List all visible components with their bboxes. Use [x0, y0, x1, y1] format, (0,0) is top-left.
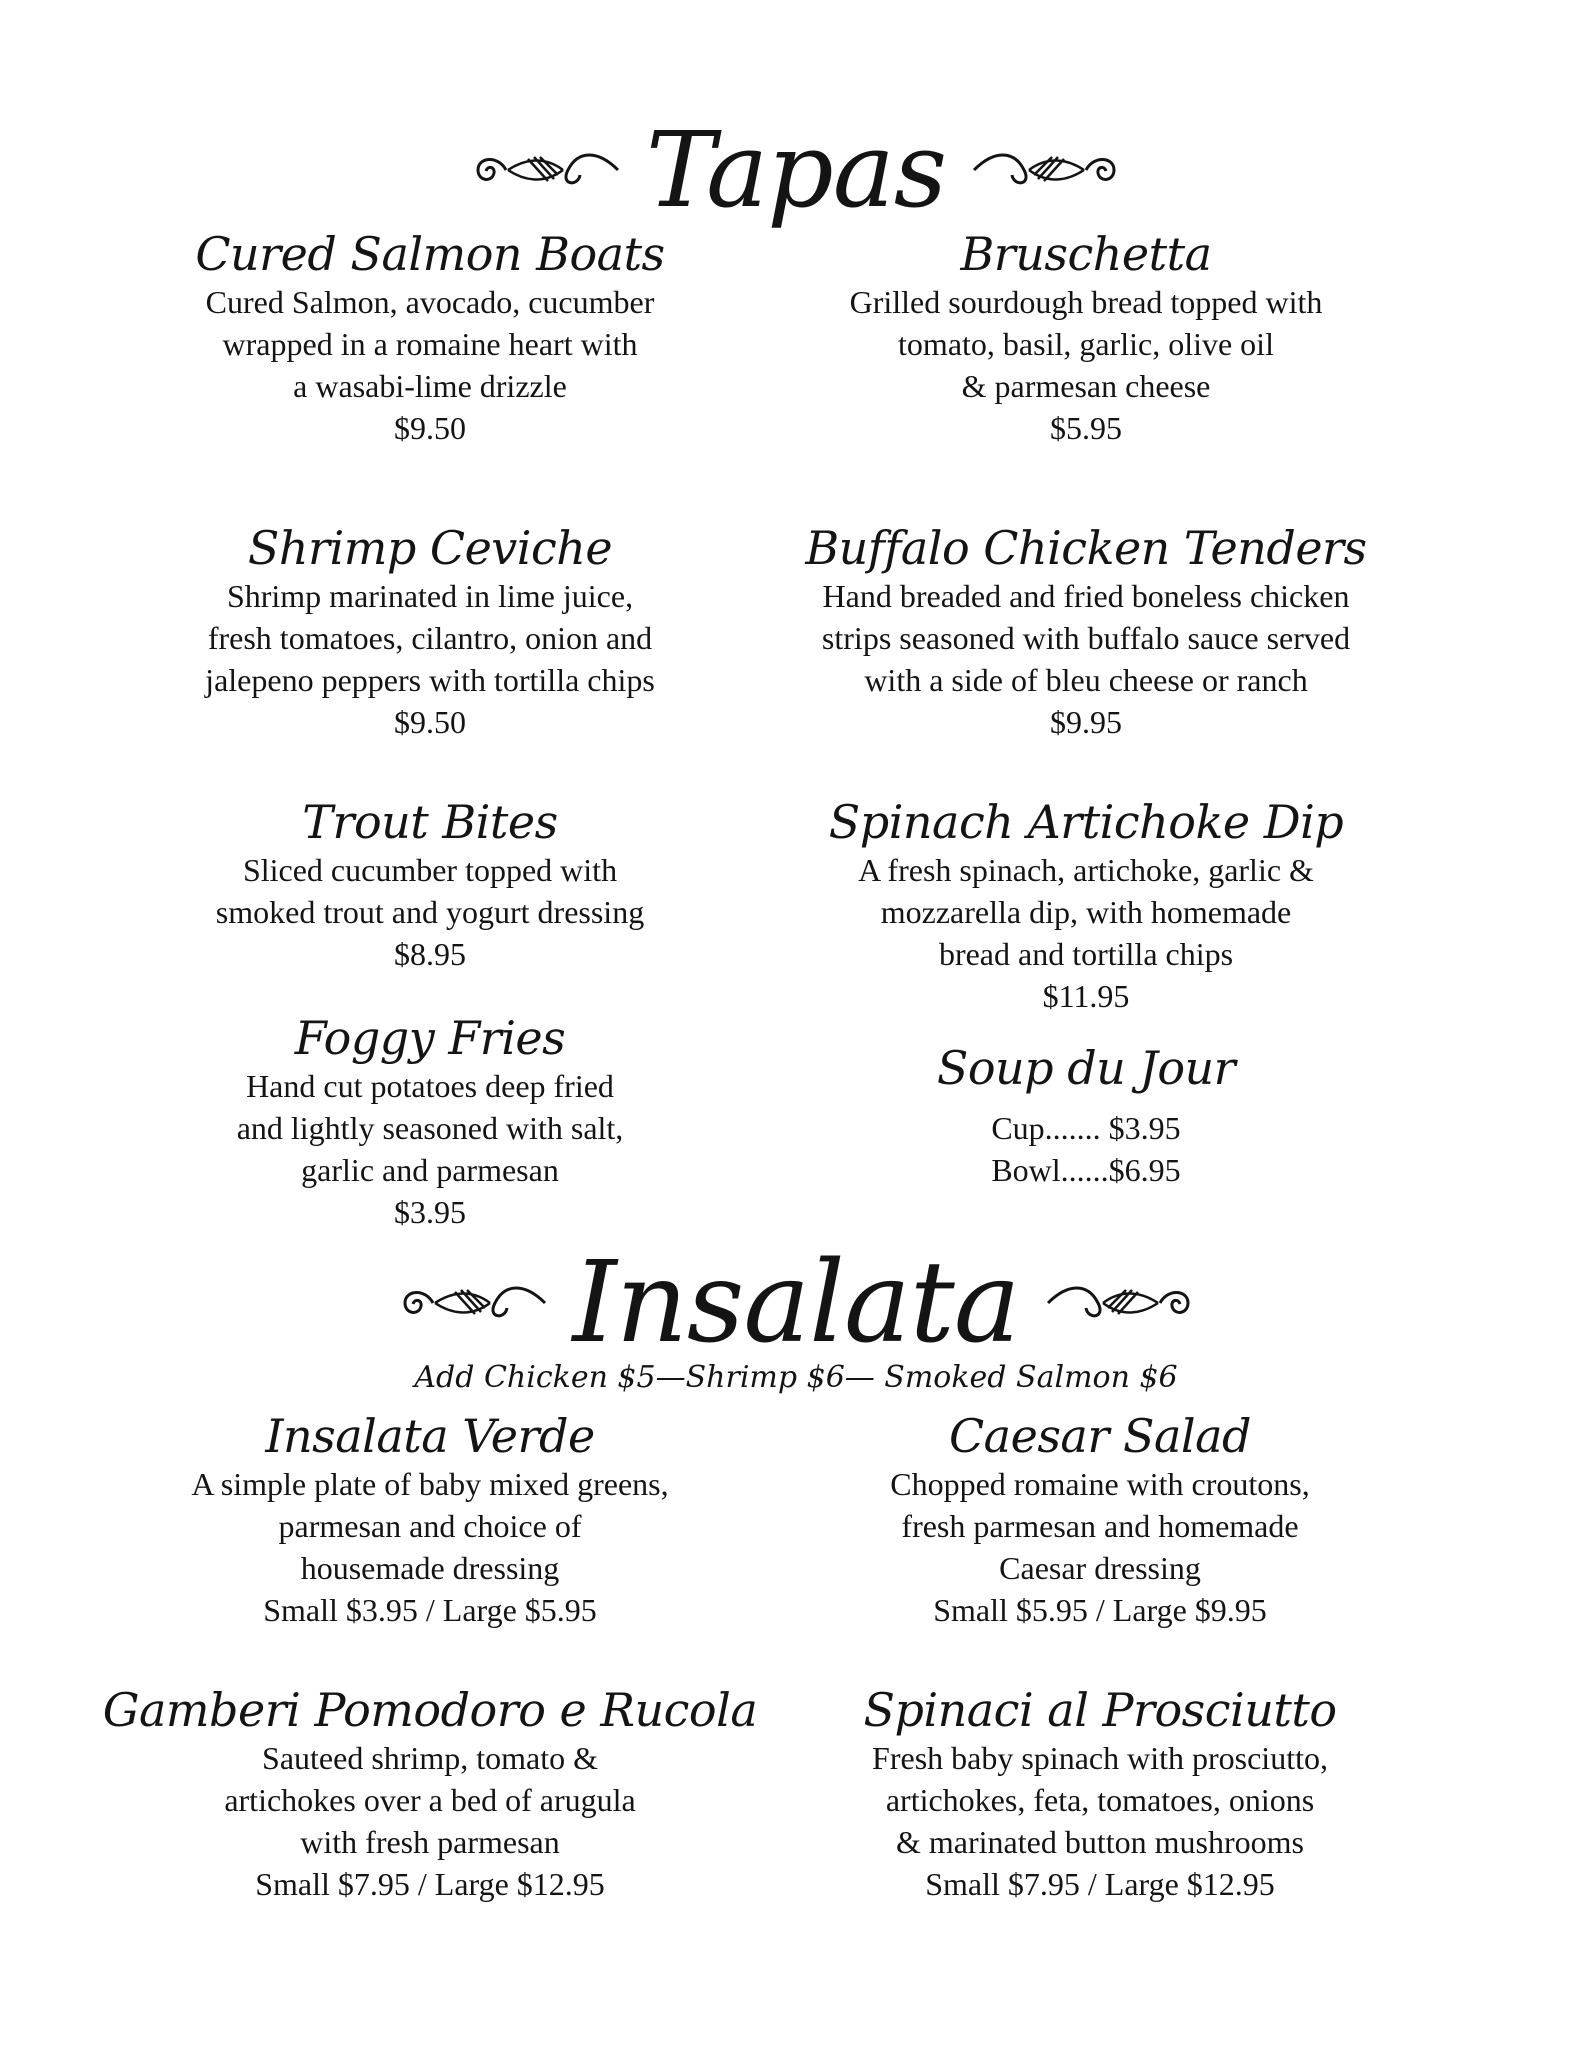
- flourish-left-icon: [395, 1278, 555, 1328]
- item-name: Spinach Artichoke Dip: [828, 795, 1344, 849]
- menu-item: [750, 1684, 1450, 1905]
- menu-item: [70, 1410, 790, 1631]
- menu-item: [80, 522, 780, 743]
- item-name: Foggy Fries: [294, 1011, 566, 1065]
- item-name: Bruschetta: [960, 227, 1212, 281]
- item-name: Insalata Verde: [265, 1409, 595, 1463]
- menu-item: [750, 1410, 1450, 1631]
- item-name: Spinaci al Prosciutto: [863, 1683, 1337, 1737]
- item-name: Cured Salmon Boats: [195, 227, 665, 281]
- item-price: $5.95: [1050, 409, 1122, 446]
- menu-item: [736, 228, 1436, 449]
- item-description: Cup....... $3.95 Bowl......$6.95: [991, 1109, 1181, 1188]
- item-name: Buffalo Chicken Tenders: [805, 521, 1367, 575]
- item-price: $9.50: [394, 409, 466, 446]
- flourish-right-icon: [964, 145, 1124, 195]
- item-name: Gamberi Pomodoro e Rucola: [102, 1683, 758, 1737]
- item-description: Sliced cucumber topped with smoked trout and yogurt dressing: [215, 851, 645, 930]
- menu-item: [70, 1684, 790, 1905]
- menu-item: [736, 796, 1436, 1017]
- item-price: Small $7.95 / Large $12.95: [255, 1865, 605, 1902]
- item-price: Small $7.95 / Large $12.95: [925, 1865, 1275, 1902]
- item-description: Hand cut potatoes deep fried and lightly seasoned with salt, garlic and parmesan: [236, 1067, 624, 1188]
- item-description: Hand breaded and fried boneless chicken strips seasoned with buffalo sauce served with a side of bleu cheese or ranch: [821, 577, 1351, 698]
- item-price: $8.95: [394, 935, 466, 972]
- item-name: Caesar Salad: [948, 1409, 1251, 1463]
- item-description: A fresh spinach, artichoke, garlic & mozzarella dip, with homemade bread and tortilla chips: [858, 851, 1314, 972]
- item-price: $9.50: [394, 703, 466, 740]
- section-title-insalata: Insalata: [572, 1238, 1020, 1368]
- item-price: Small $5.95 / Large $9.95: [933, 1591, 1267, 1628]
- add-ons-note: Add Chicken $5—Shrimp $6— Smoked Salmon $6: [414, 1360, 1178, 1395]
- item-price: $11.95: [1042, 977, 1130, 1014]
- insalata-header: [0, 1238, 1592, 1368]
- item-description: Sauteed shrimp, tomato & artichokes over a bed of arugula with fresh parmesan: [224, 1739, 636, 1860]
- item-price: Small $3.95 / Large $5.95: [263, 1591, 597, 1628]
- menu-item: [736, 1042, 1436, 1191]
- item-name: Soup du Jour: [936, 1041, 1236, 1095]
- menu-item: [80, 796, 780, 975]
- item-description: Fresh baby spinach with prosciutto, artichokes, feta, tomatoes, onions & marinated button mushrooms: [872, 1739, 1328, 1860]
- item-name: Trout Bites: [302, 795, 558, 849]
- section-title-tapas: Tapas: [645, 109, 947, 231]
- item-name: Shrimp Ceviche: [247, 521, 613, 575]
- flourish-left-icon: [468, 145, 628, 195]
- tapas-header: [0, 110, 1592, 230]
- menu-item: [80, 1012, 780, 1233]
- menu-item: [736, 522, 1436, 743]
- item-description: A simple plate of baby mixed greens, parmesan and choice of housemade dressing: [191, 1465, 669, 1586]
- item-description: Shrimp marinated in lime juice, fresh tomatoes, cilantro, onion and jalepeno peppers with tortilla chips: [205, 577, 655, 698]
- item-description: Chopped romaine with croutons, fresh parmesan and homemade Caesar dressing: [890, 1465, 1310, 1586]
- item-price: $9.95: [1050, 703, 1122, 740]
- flourish-right-icon: [1038, 1278, 1198, 1328]
- item-price: $3.95: [394, 1193, 466, 1230]
- menu-item: [80, 228, 780, 449]
- item-description: Cured Salmon, avocado, cucumber wrapped in a romaine heart with a wasabi-lime drizzle: [205, 283, 655, 404]
- item-description: Grilled sourdough bread topped with tomato, basil, garlic, olive oil & parmesan cheese: [849, 283, 1323, 404]
